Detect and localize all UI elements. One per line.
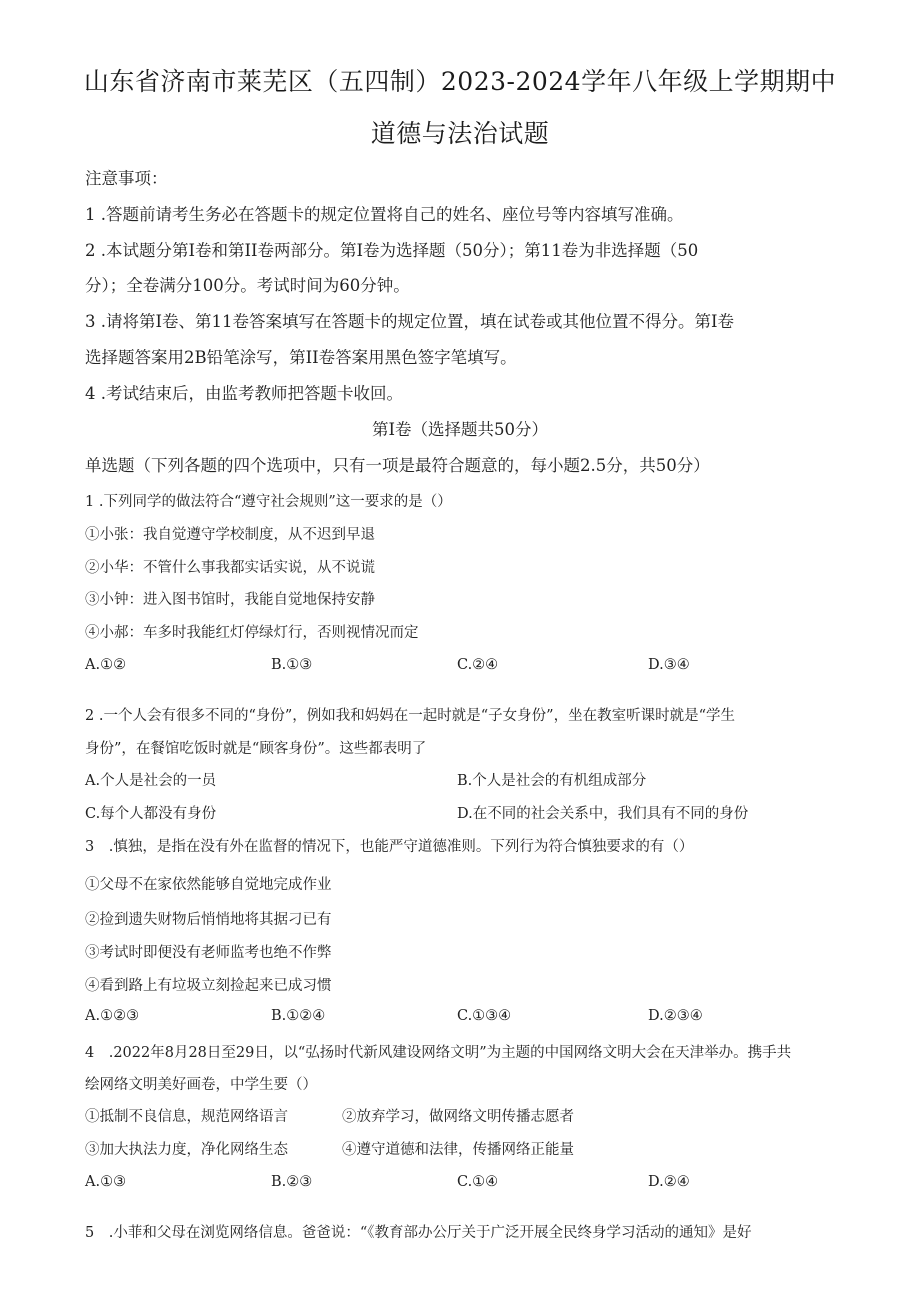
note-line-1: 1 .答题前请考生务必在答题卡的规定位置将自己的姓名、座位号等内容填写准确。 bbox=[85, 205, 684, 224]
q4-item-4: ④遵守道德和法律，传播网络正能量 bbox=[342, 1142, 574, 1158]
q4-item-1: ①抵制不良信息，规范网络语言 bbox=[85, 1109, 288, 1125]
q3-option-c: C.①③④ bbox=[457, 1008, 512, 1024]
q4-option-b: B.②③ bbox=[271, 1174, 313, 1190]
q2-option-c: C.每个人都没有身份 bbox=[85, 806, 217, 822]
q4-option-c: C.①④ bbox=[457, 1174, 499, 1190]
q2-option-a: A.个人是社会的一员 bbox=[85, 773, 217, 789]
q4-item-3: ③加大执法力度，净化网络生态 bbox=[85, 1142, 288, 1158]
q4-option-d: D.②④ bbox=[648, 1174, 690, 1190]
q2-stem-line1: 2 .一个人会有很多不同的“身份”，例如我和妈妈在一起时就是“子女身份”，坐在教室听课时就是“学生 bbox=[85, 708, 736, 724]
section-title: 第I卷（选择题共50分） bbox=[371, 420, 548, 439]
q1-option-d: D.③④ bbox=[648, 657, 690, 673]
q4-stem-line2: 绘网络文明美好画卷，中学生要（） bbox=[85, 1077, 317, 1093]
q2-option-b: B.个人是社会的有机组成部分 bbox=[457, 773, 647, 789]
q3-option-a: A.①②③ bbox=[85, 1008, 140, 1024]
notes-heading: 注意事项： bbox=[85, 169, 168, 188]
note-line-3: 分）；全卷满分100分。考试时间为60分钟。 bbox=[85, 276, 410, 295]
q1-option-c: C.②④ bbox=[457, 657, 499, 673]
exam-title-line2: 道德与法治试题 bbox=[370, 119, 550, 148]
q1-item-4: ④小郝：车多时我能红灯停绿灯行，否则视情况而定 bbox=[85, 625, 419, 641]
q1-stem: 1 .下列同学的做法符合“遵守社会规则”这一要求的是（） bbox=[85, 494, 452, 510]
q3-item-4: ④看到路上有垃圾立刻捡起来已成习惯 bbox=[85, 978, 332, 994]
q2-option-d: D.在不同的社会关系中，我们具有不同的身份 bbox=[457, 806, 749, 822]
q4-option-a: A.①③ bbox=[85, 1174, 127, 1190]
exam-title-line1: 山东省济南市莱芜区（五四制）2023-2024学年八年级上学期期中 bbox=[83, 67, 837, 96]
q1-item-1: ①小张：我自觉遵守学校制度，从不迟到早退 bbox=[85, 527, 375, 543]
section-instructions: 单选题（下列各题的四个选项中，只有一项是最符合题意的，每小题2.5分，共50分） bbox=[85, 456, 710, 475]
q1-option-a: A.①② bbox=[85, 657, 127, 673]
note-line-6: 4 .考试结束后，由监考教师把答题卡收回。 bbox=[85, 384, 403, 403]
q3-option-b: B.①②④ bbox=[271, 1008, 326, 1024]
note-line-2: 2 .本试题分第I卷和第II卷两部分。第I卷为选择题（50分）；第11卷为非选择题（50 bbox=[85, 241, 699, 260]
note-line-4: 3 .请将第I卷、第11卷答案填写在答题卡的规定位置，填在试卷或其他位置不得分。第I卷 bbox=[85, 312, 735, 331]
q3-item-2: ②捡到遗失财物后悄悄地将其据刁已有 bbox=[85, 912, 332, 928]
q3-item-1: ①父母不在家依然能够自觉地完成作业 bbox=[85, 877, 332, 893]
q3-item-3: ③考试时即便没有老师监考也绝不作弊 bbox=[85, 945, 332, 961]
q2-stem-line2: 身份”，在餐馆吃饭时就是“顾客身份”。这些都表明了 bbox=[85, 741, 427, 757]
q5-stem-line1: 5 .小菲和父母在浏览网络信息。爸爸说：“《教育部办公厅关于广泛开展全民终身学习活动的通知》是好 bbox=[85, 1225, 752, 1241]
q3-stem: 3 .慎独，是指在没有外在监督的情况下，也能严守道德准则。下列行为符合慎独要求的有（） bbox=[85, 839, 694, 855]
q1-option-b: B.①③ bbox=[271, 657, 313, 673]
q4-item-2: ②放弃学习，做网络文明传播志愿者 bbox=[342, 1109, 574, 1125]
q1-item-3: ③小钟：进入图书馆时，我能自觉地保持安静 bbox=[85, 592, 375, 608]
note-line-5: 选择题答案用2B铅笔涂写，第II卷答案用黑色签字笔填写。 bbox=[85, 348, 517, 367]
q4-stem-line1: 4 .2022年8月28日至29日，以“弘扬时代新风建设网络文明”为主题的中国网络文明大会在天津举办。携手共 bbox=[85, 1045, 792, 1061]
q3-option-d: D.②③④ bbox=[648, 1008, 703, 1024]
q1-item-2: ②小华：不管什么事我都实话实说，从不说谎 bbox=[85, 560, 375, 576]
